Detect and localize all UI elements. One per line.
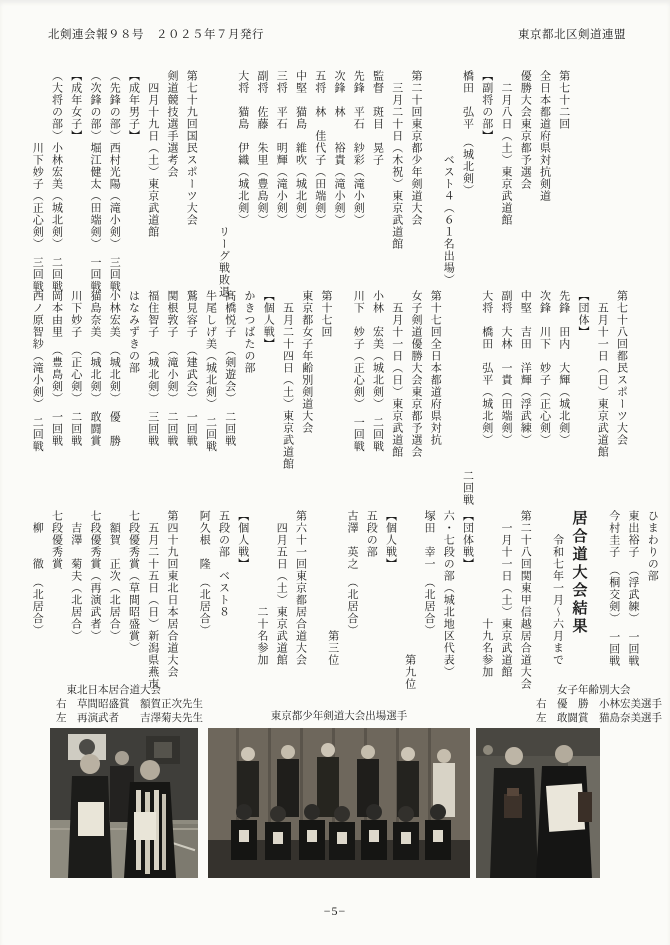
text-line: 六・七段の部（城北地区代表） (442, 510, 455, 678)
section-nenreibetsu-himawari (604, 510, 662, 708)
text-line: 三将 平石 明輝（滝小剣） (275, 70, 288, 226)
photo-tohoku-iaido-awardees (50, 728, 198, 878)
section-kokumin-sports-senko (27, 70, 200, 293)
band-iaido-results (14, 510, 670, 708)
page-header (48, 26, 626, 42)
text-line: 古澤 英之 （北居合） (346, 510, 358, 637)
text-line: 第三位 (326, 510, 339, 666)
text-line: 大将 橋田 弘平（城北剣） (480, 290, 493, 446)
text-line: はなみずきの部 (127, 290, 140, 374)
iaido-results-period: 令和七年一月～六月まで (551, 510, 564, 666)
text-line: 二十名参加 (256, 510, 268, 666)
text-line: 岡本由里 （豊島剣） 一回戦 (50, 290, 63, 447)
iaido-results-title: 居合道大会結果 (570, 510, 587, 636)
text-line: 四月五日（土）東京武道館 (275, 510, 288, 666)
text-line: 二月八日（土）東京武道館 (500, 70, 512, 226)
text-line: 第二十八回関東甲信越居合道大会 (519, 510, 532, 690)
text-line: 【副将の部】 (480, 70, 493, 142)
caption-line: 東京都少年剣道大会出場選手 (270, 711, 408, 722)
caption-line: 女子年齢別大会 (536, 685, 631, 696)
text-line: 【成年女子】 (69, 70, 82, 142)
section-tomin-sports-taikai (457, 290, 630, 504)
text-line: 鷲見容子 （建武会） 一回戦 (185, 290, 198, 447)
band-kendo-results-middle (14, 290, 631, 504)
text-line: （先鋒の部）西村光陽（滝小剣） 三回戦 (108, 70, 121, 293)
text-line: 第七十八回都民スポーツ大会 (615, 290, 628, 446)
text-line: 【団体戦】 (461, 510, 474, 570)
text-line: 二回戦 (461, 290, 474, 506)
text-line: かきつばたの部 (243, 290, 255, 374)
text-line: 阿久根 隆 （北居合） (198, 510, 211, 637)
text-line: 第二十回東京都少年剣道大会 (410, 70, 422, 226)
caption-line: 左 再演武者 吉澤菊夫先生 (56, 713, 203, 725)
results-body (14, 70, 659, 708)
issue-label: 北剣連会報９８号 ２０２５年７月発行 (48, 29, 264, 41)
text-line: 福住智子 （城北剣） 三回戦 (146, 290, 159, 447)
section-pref-taiko-yosenkai (438, 70, 573, 284)
text-line: 七段優秀賞 (50, 510, 63, 570)
text-line: 【成年男子】 (127, 70, 140, 142)
text-line: 【個人戦】 (262, 290, 275, 350)
text-line: 塚田 幸一 （北居合） (423, 510, 435, 637)
text-line: 全日本都道府県対抗剣道 (538, 70, 551, 202)
text-line: 【個人戦】 (236, 510, 249, 570)
text-line: 中堅 猫島 維吹（城北剣） (294, 70, 307, 226)
text-line: 十九名参加 (480, 510, 493, 678)
text-line: 東京都女子年齢別剣道大会 (300, 290, 313, 434)
text-line: 優勝大会東京都予選会 (519, 70, 532, 190)
section-kanto-koshinetsu-iaido (323, 510, 535, 708)
photo-tohoku-iaido-illustration (50, 728, 198, 878)
text-line: 次鋒 川下 妙子（正心剣） (538, 290, 551, 446)
text-line: 川下妙子（正心剣） 三回戦 (31, 70, 44, 293)
text-line: 額賀 正次（北居合） (108, 510, 121, 642)
text-line: 第七十九回国民スポーツ大会 (185, 70, 198, 226)
text-line: 【団体】 (577, 290, 589, 338)
text-line: 五月十一日（日）東京武道館 (390, 290, 403, 458)
text-line: 第十七回全日本都道府県対抗 (429, 290, 442, 446)
text-line: 牛尾しげ美（城北剣） 二回戦 (204, 290, 217, 453)
photo-area (0, 684, 670, 920)
text-line: 四月十九日（土）東京武道館 (146, 70, 159, 238)
organization-label: 東京都北区剣道連盟 (518, 29, 626, 41)
text-line: 大将 猫島 伊織（城北剣） (236, 70, 249, 226)
text-line: 【個人戦】 (384, 510, 397, 570)
text-line: 剣道競技選手選考会 (166, 70, 178, 178)
section-tohoku-nihon-iaido (27, 510, 181, 708)
text-line: ひまわりの部 (646, 510, 659, 582)
photo-shonen-team-illustration (208, 728, 470, 878)
caption-line: 右 優 勝 小林宏美選手 (536, 699, 662, 711)
text-line: 三月二十日（木祝）東京武道館 (390, 70, 403, 250)
text-line: 五将 林 佳代子（田端剣） (313, 70, 326, 226)
text-line: 五月二十四日（土）東京武道館 (281, 290, 294, 470)
heading-iaido-taikai-kekka (547, 510, 590, 708)
caption-line: 右 草間昭盛賞 額賀正次先生 (56, 699, 203, 711)
text-line: 川下妙子 （正心剣） 二回戦 (69, 290, 82, 447)
text-line: 関根敦子 （滝小剣） 二回戦 (166, 290, 178, 447)
text-line: 小林 宏美（城北剣） 二回戦 (371, 290, 384, 453)
text-line: 川下 妙子（正心剣） 一回戦 (352, 290, 365, 453)
text-line: 副将 大林 一貴（田端剣） (500, 290, 512, 446)
text-line: 第四十九回東北日本居合道大会 (166, 510, 178, 678)
text-line: 猫島奈美 （城北剣） 敢闘賞 (89, 290, 101, 447)
text-line: 副将 佐藤 朱里（豊島剣） (256, 70, 268, 226)
text-line: （大将の部）小林宏美（城北剣） 二回戦 (50, 70, 63, 293)
text-line: 第九位 (403, 510, 416, 690)
caption-line: 左 敢闘賞 猫島奈美選手 (536, 713, 662, 725)
photo-nenreibetsu-illustration (476, 728, 600, 878)
text-line: 今村圭子 （桐交剣） 一回戦 (607, 510, 620, 667)
section-tokyo-iaido-taikai (194, 510, 310, 708)
text-line: 先鋒 平石 紗彩（滝小剣） (352, 70, 365, 226)
photo-nenreibetsu-winners (476, 728, 600, 878)
text-line: 吉澤 菊夫（北居合） (69, 510, 82, 642)
caption-shonen-photo (208, 710, 470, 724)
section-shonen-kendo-taikai (213, 70, 425, 298)
page-number: −5− (323, 904, 347, 918)
text-line: 第七十二回 (557, 70, 570, 130)
text-line: リーグ戦敗退 (217, 70, 230, 298)
text-line: 女子剣道優勝大会東京都予選会 (410, 290, 422, 458)
section-joshi-pref-taiko-yosen (348, 290, 444, 504)
photo-shonen-kendo-team (208, 728, 470, 878)
section-joshi-nenreibetsu-taikai (27, 290, 335, 504)
text-line: 五月二十五日（日）新潟県燕市 (146, 510, 159, 690)
text-line: 中堅 吉田 洋輝（浮武練） (519, 290, 532, 446)
caption-nenreibetsu-photo (536, 684, 662, 726)
text-line: ベスト４（６１名出場） (442, 70, 455, 286)
text-line: 小林宏美 （城北剣） 優 勝 (108, 290, 121, 447)
text-line: 柳 徹 （北居合） (31, 510, 44, 637)
text-line: 先鋒 田内 大輝（城北剣） (557, 290, 570, 446)
text-line: 七段優秀賞（再演武者） (89, 510, 101, 642)
text-line: 五段の部 (365, 510, 378, 558)
text-line: 橋田 弘平 （城北剣） (461, 70, 474, 197)
band-kendo-results-top (14, 70, 661, 298)
text-line: 七段優秀賞（草間昭盛賞） (127, 510, 140, 654)
text-line: 監督 斑目 晃子 (371, 70, 384, 166)
text-line: 五月十一日（日）東京武道館 (596, 290, 609, 458)
text-line: 西ノ原智紗（滝小剣） 二回戦 (31, 290, 44, 453)
text-line: 第十七回 (320, 290, 332, 338)
text-line: 髙橋悦子 （剣遊会） 二回戦 (223, 290, 236, 447)
caption-tohoku-iaido-photo (56, 684, 203, 726)
text-line: 東出裕子 （浮武練） 一回戦 (627, 510, 639, 667)
text-line: 第六十一回東京都居合道大会 (294, 510, 307, 666)
text-line: 一月十一日（土）東京武道館 (500, 510, 512, 678)
text-line: 五段の部 ベスト８ (217, 510, 230, 618)
text-line: （次鋒の部）堀江健太（田端剣） 一回戦 (89, 70, 101, 293)
caption-line: 東北日本居合道大会 (56, 685, 161, 696)
text-line: 次鋒 林 裕貴（滝小剣） (333, 70, 345, 226)
